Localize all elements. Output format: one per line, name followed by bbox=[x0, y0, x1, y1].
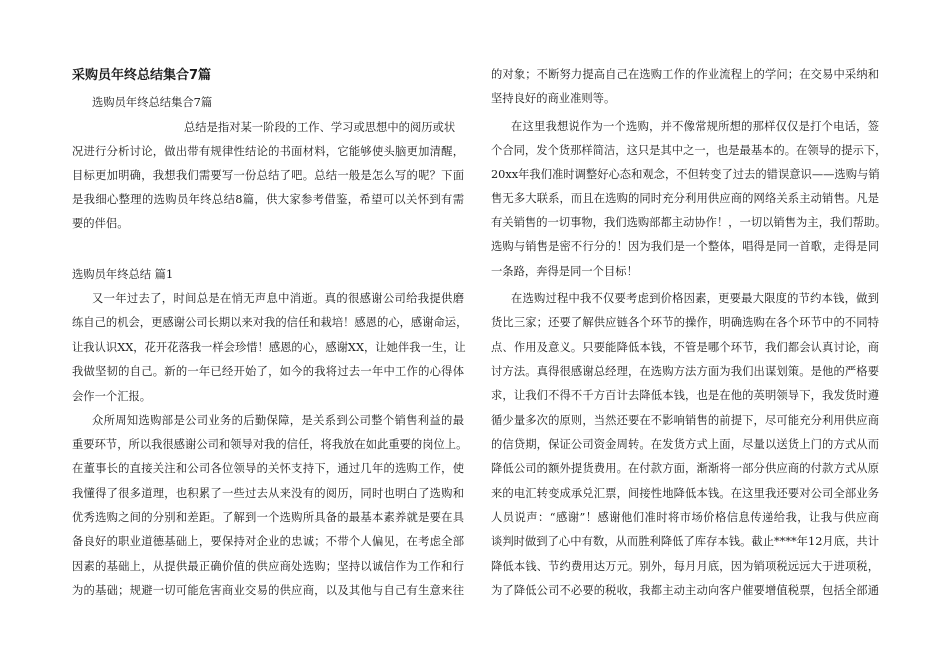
paragraph-line: 要的伴侣。 bbox=[72, 217, 129, 230]
paragraph-line: 在选购过程中我不仅要考虑到价格因素，更要最大限度的节约本钱，做到 bbox=[511, 292, 879, 305]
paragraph-line: 让我认识XX，花开花落我一样会珍惜！感恩的心，感谢XX，让她伴我一生，让 bbox=[72, 341, 466, 354]
paragraph-line: 循少量多次的原则，当然还要在不影响销售的前提下，尽可能充分利用供应商 bbox=[491, 414, 879, 427]
subtitle-line: 选购员年终总结集合7篇 bbox=[92, 96, 213, 109]
paragraph-line: 货比三家；还要了解供应链各个环节的操作，明确选购在各个环节中的不同特 bbox=[491, 316, 879, 329]
paragraph-line: 求，让我们不得不千方百计去降低本钱，也是在他的英明领导下，我发货时遵 bbox=[491, 389, 879, 402]
paragraph-line: 降低本钱、节约费用达万元。别外，每月月底，因为销项税远远大于进项税， bbox=[491, 560, 879, 573]
paragraph-line: 在董事长的直接关注和公司各位领导的关怀支持下，通过几年的选购工作，使 bbox=[72, 462, 464, 475]
paragraph-line: 讨方法。真得很感谢总经理，在选购方法方面为我们出谋划策。是他的严格要 bbox=[491, 365, 879, 378]
paragraph-line: 众所周知选购部是公司业务的后勤保障，是关系到公司整个销售利益的最 bbox=[92, 414, 464, 427]
paragraph-line: 人员说声：“感谢”！感谢他们准时将市场价格信息传递给我，让我与供应商 bbox=[491, 511, 879, 524]
paragraph-line: 点、作用及意义。只要能降低本钱，不管是哪个环节，我们都会认真讨论，商 bbox=[491, 341, 879, 354]
paragraph-line: 售无多大联系，而且在选购的同时充分利用供应商的网络关系主动销售。凡是 bbox=[491, 192, 879, 205]
paragraph-line: 降低公司的额外提货费用。在付款方面，渐渐将一部分供应商的付款方式从原 bbox=[491, 462, 879, 475]
paragraph-line: 有关销售的一切事物，我们选购部都主动协作！，一切以销售为主，我们帮助。 bbox=[491, 216, 887, 229]
paragraph-line: 的信贷期，保证公司资金周转。在发货方式上面，尽量以送货上门的方式从而 bbox=[491, 438, 879, 451]
paragraph-line: 重要环节，所以我很感谢公司和领导对我的信任，将我放在如此重要的岗位上。 bbox=[72, 438, 468, 451]
paragraph-line: 目标更加明确，我想我们需要写一份总结了吧。总结一般是怎么写的呢？下面 bbox=[72, 169, 464, 182]
paragraph-line: 总结是指对某一阶段的工作、学习或思想中的阅历或状 bbox=[184, 121, 456, 134]
paragraph-line: 为的基础；规避一切可能危害商业交易的供应商，以及其他与自己有生意来往 bbox=[72, 584, 464, 597]
paragraph-line: 会作一个汇报。 bbox=[72, 390, 152, 403]
paragraph-line: 谈判时做到了心中有数，从而胜利降低了库存本钱。截止****年12月底，共计 bbox=[491, 535, 879, 548]
paragraph-line: 备良好的职业道德基础上，要保持对企业的忠诚；不带个人偏见，在考虑全部 bbox=[72, 535, 464, 548]
section-heading: 选购员年终总结 篇1 bbox=[72, 268, 174, 281]
paragraph-line: 的对象；不断努力提高自己在选购工作的作业流程上的学问；在交易中采纳和 bbox=[491, 68, 879, 81]
paragraph-line: 一条路，奔得是同一个目标！ bbox=[491, 265, 638, 278]
paragraph-line: 为了降低公司不必要的税收，我都主动主动向客户催要增值税票，包括全部通 bbox=[491, 584, 879, 597]
paragraph-line: 选购与销售是密不行分的！因为我们是一个整体，唱得是同一首歌，走得是同 bbox=[491, 240, 879, 253]
paragraph-line: 我懂得了很多道理，也积累了一些过去从来没有的阅历，同时也明白了选购和 bbox=[72, 487, 464, 500]
paragraph-line: 又一年过去了，时间总是在悄无声息中消逝。真的很感谢公司给我提供磨 bbox=[92, 292, 464, 305]
paragraph-line: 优秀选购之间的分别和差距。了解到一个选购所具备的最基本素养就是要在具 bbox=[72, 511, 464, 524]
paragraph-line: 我做坚韧的自己。新的一年已经开始了，如今的我将过去一年中工作的心得体 bbox=[72, 365, 464, 378]
paragraph-line: 坚持良好的商业准则等。 bbox=[491, 92, 616, 105]
paragraph-line: 来的电汇转变成承兑汇票，间接性地降低本钱。在这里我还要对公司全部业务 bbox=[491, 487, 879, 500]
paragraph-line: 在这里我想说作为一个选购，并不像常规所想的那样仅仅是打个电话，签 bbox=[511, 120, 879, 133]
paragraph-line: 是我细心整理的选购员年终总结8篇，供大家参考借鉴，希望可以关怀到有需 bbox=[72, 193, 464, 206]
paragraph-line: 20xx年我们准时调整好心态和观念，不但转变了过去的错误意识——选购与销 bbox=[491, 168, 880, 181]
paragraph-line: 况进行分析讨论，做出带有规律性结论的书面材料，它能够使头脑更加清醒， bbox=[72, 145, 464, 158]
paragraph-line: 因素的基础上，从提供最正确价值的供应商处选购；坚持以诚信作为工作和行 bbox=[72, 560, 464, 573]
paragraph-line: 个合同，发个货那样简洁，这只是其中之一，也是最基本的。在领导的提示下， bbox=[491, 144, 887, 157]
document-title: 采购员年终总结集合7篇 bbox=[72, 68, 212, 83]
paragraph-line: 练自己的机会，更感谢公司长期以来对我的信任和栽培！感恩的心，感谢命运， bbox=[72, 316, 468, 329]
